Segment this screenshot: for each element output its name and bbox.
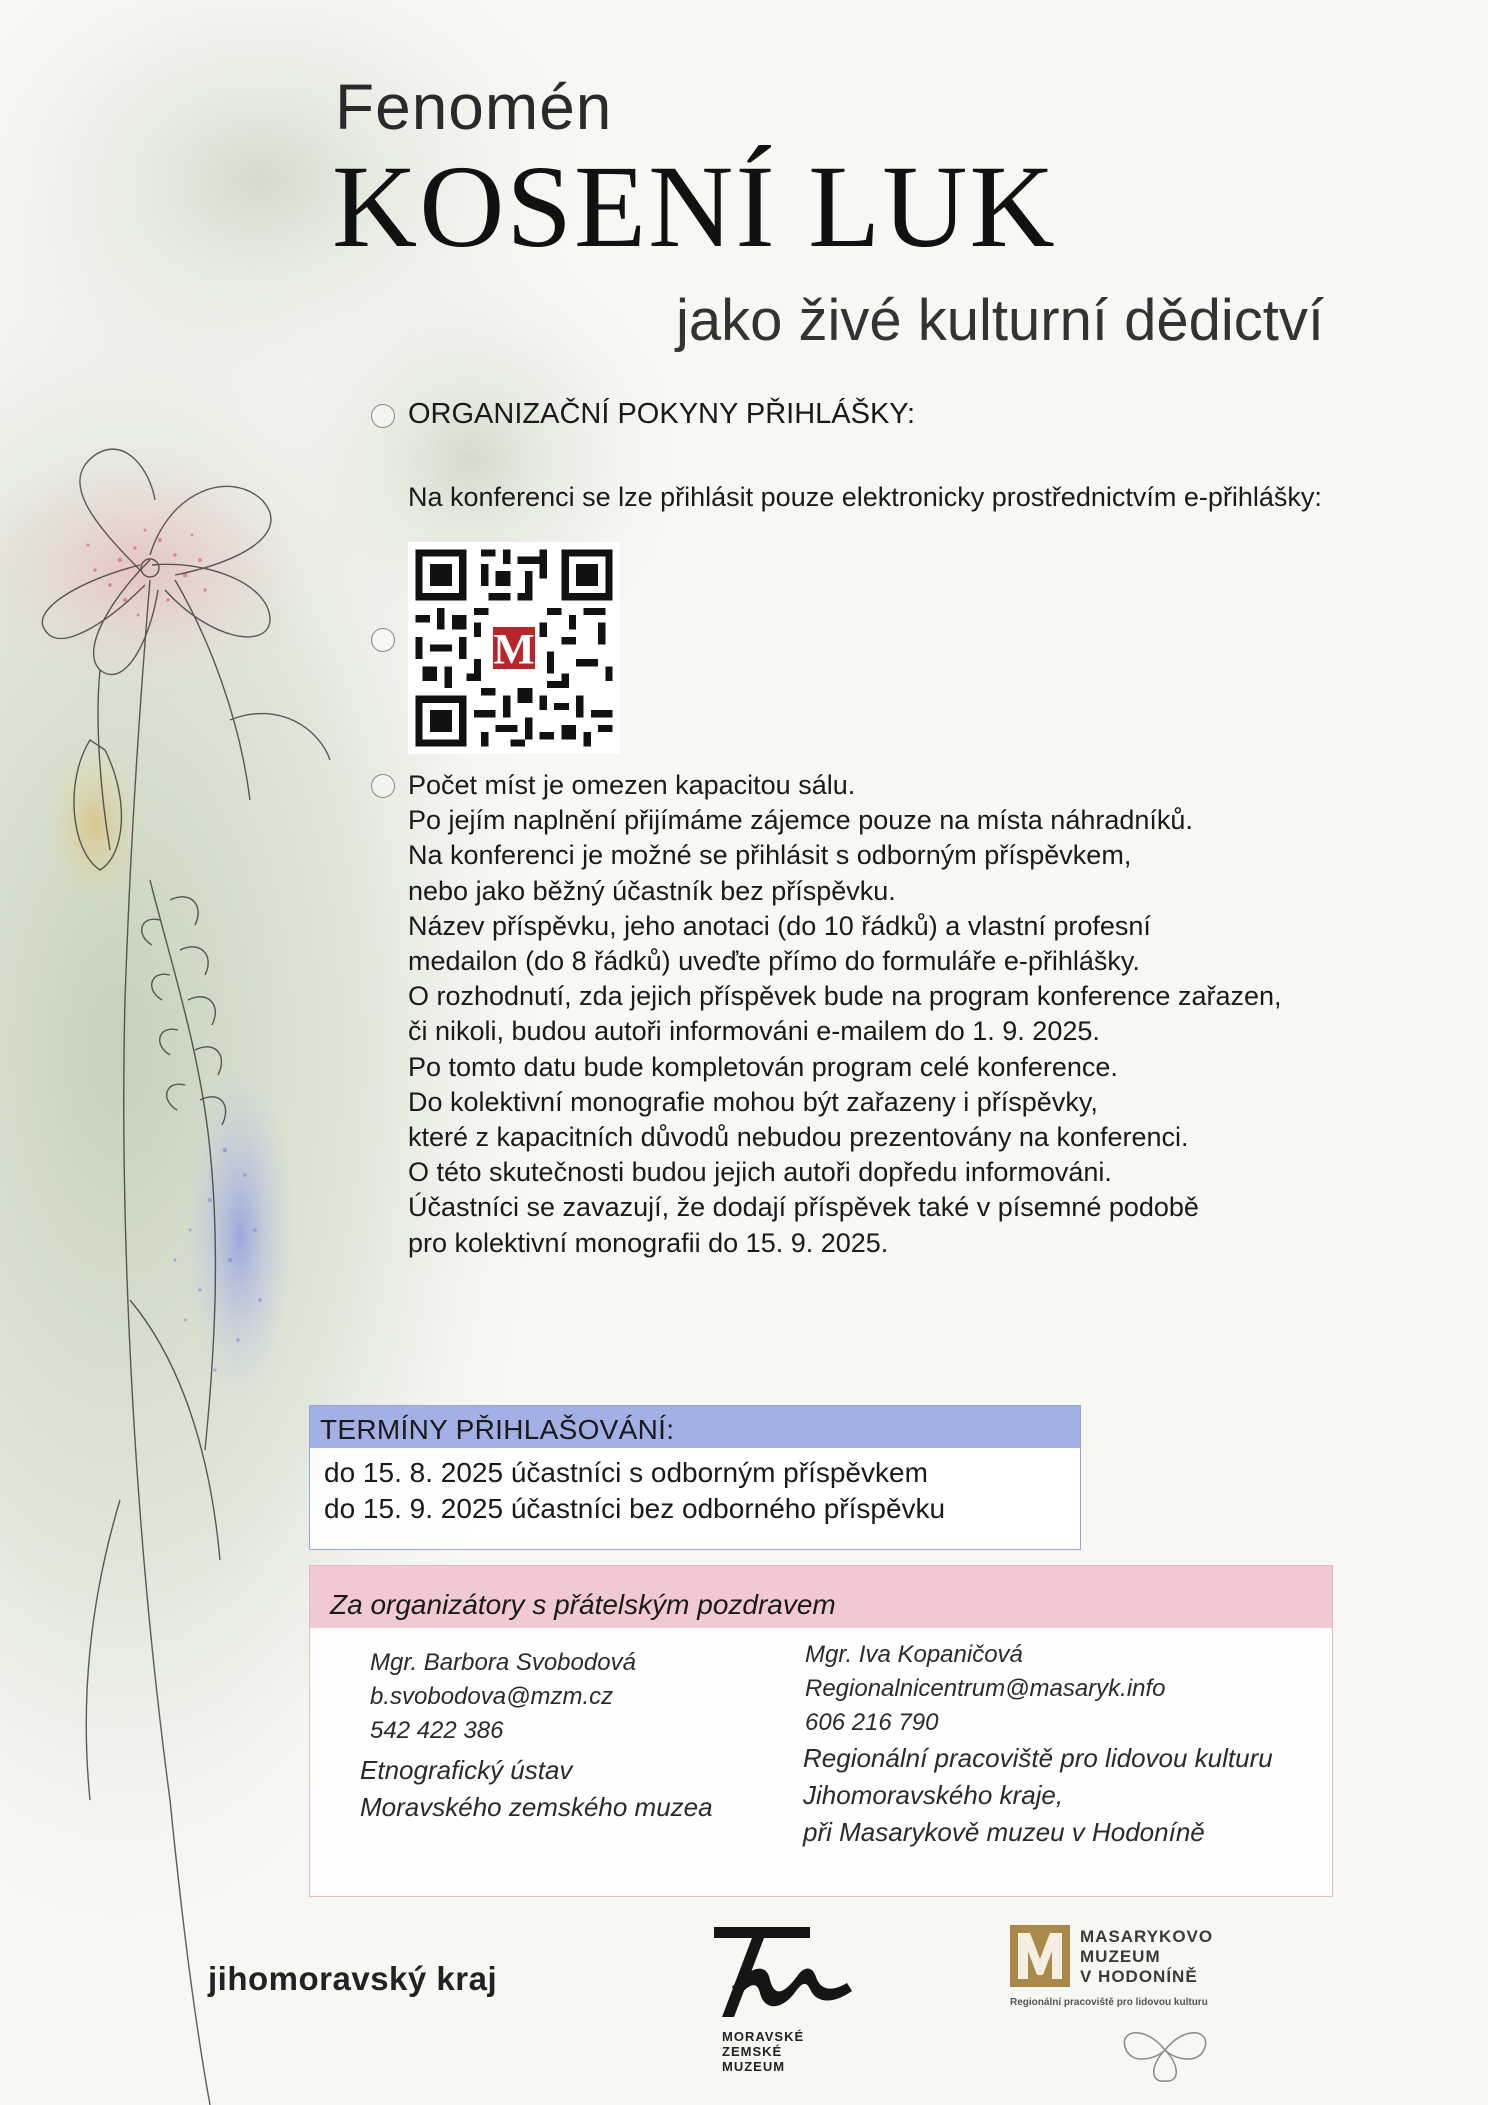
title-main: KOSENÍ LUK: [332, 141, 1057, 272]
organizer-org: při Masarykově muzeu v Hodoníně: [803, 1817, 1205, 1847]
organizer-name: Mgr. Iva Kopaničová: [805, 1641, 1023, 1668]
deadline-line: do 15. 8. 2025 účastníci s odborným příspěvkem: [324, 1457, 928, 1488]
organizer-left: [370, 1646, 636, 1748]
organizer-right-org: [803, 1740, 1273, 1851]
organizer-org: Jihomoravského kraje,: [803, 1780, 1064, 1810]
mzm-text: MUZEUM: [722, 2059, 786, 2074]
paragraph-line: Počet míst je omezen kapacitou sálu.: [408, 770, 856, 800]
organizer-left-org: [360, 1752, 713, 1826]
title-line-1: Fenomén: [335, 71, 613, 143]
mzm-text: MORAVSKÉ: [722, 2029, 805, 2044]
logo-jihomoravsky-kraj: jihomoravský kraj: [208, 1960, 498, 1997]
mmh-text: V HODONÍNĚ: [1080, 1967, 1198, 1986]
mmh-mark-icon: [1010, 1925, 1070, 1987]
logo-masarykovo-muzeum: [1010, 1925, 1250, 2100]
intro-text: Na konferenci se lze přihlásit pouze elektronicky prostřednictvím e-přihlášky:: [408, 482, 1322, 512]
organizer-email[interactable]: b.svobodova@mzm.cz: [370, 1683, 614, 1710]
paragraph-line: O této skutečnosti budou jejich autoři dopředu informováni.: [408, 1157, 1112, 1188]
paragraph-line: Účastníci se zavazují, že dodají příspěvek také v písemné podobě: [408, 1192, 1199, 1223]
qr-logo-letter: M: [493, 625, 535, 674]
paragraph-line: které z kapacitních důvodů nebudou prezentovány na konferenci.: [408, 1122, 1189, 1153]
qr-code-pattern: [408, 542, 620, 754]
paragraph-line: nebo jako běžný účastník bez příspěvku.: [408, 875, 896, 906]
bullet-circle: [371, 404, 395, 428]
instructions-paragraph: [408, 768, 1282, 1261]
logo-moravske-zemske-muzeum: [712, 1925, 862, 2095]
bullet-circle: [371, 628, 395, 652]
paragraph-line: Název příspěvku, jeho anotaci (do 10 řádků) a vlastní profesní: [408, 910, 1151, 941]
paragraph-line: O rozhodnutí, zda jejich příspěvek bude na program konference zařazen,: [408, 981, 1282, 1012]
paragraph-line: Po jejím naplnění přijímáme zájemce pouze na místa náhradníků.: [408, 805, 1193, 836]
paragraph-line: pro kolektivní monografii do 15. 9. 2025.: [408, 1227, 889, 1258]
mzm-mark-icon: [712, 1925, 862, 2020]
paragraph-line: či nikoli, budou autoři informováni e-mailem do 1. 9. 2025.: [408, 1016, 1100, 1047]
mmh-subtitle: Regionální pracoviště pro lidovou kulturu: [1010, 1997, 1208, 2008]
organizer-phone: 606 216 790: [805, 1709, 939, 1736]
organizer-email[interactable]: Regionalnicentrum@masaryk.info: [805, 1675, 1166, 1702]
deadline-line: do 15. 9. 2025 účastníci bez odborného příspěvku: [324, 1493, 946, 1524]
paragraph-line: Po tomto datu bude kompletován program celé konference.: [408, 1051, 1118, 1082]
qr-code[interactable]: [408, 542, 620, 754]
organizer-name: Mgr. Barbora Svobodová: [370, 1649, 636, 1676]
mzm-text: ZEMSKÉ: [722, 2044, 783, 2059]
title-subtitle: jako živé kulturní dědictví: [676, 288, 1324, 353]
section-heading: ORGANIZAČNÍ POKYNY PŘIHLÁŠKY:: [408, 398, 916, 430]
paragraph-line: Do kolektivní monografie mohou být zařazeny i příspěvky,: [408, 1086, 1098, 1117]
organizers-box: [309, 1565, 1333, 1897]
bullet-circle: [371, 774, 395, 798]
knot-ornament-icon: [1115, 2015, 1215, 2085]
paragraph-line: medailon (do 8 řádků) uveďte přímo do formuláře e-přihlášky.: [408, 946, 1140, 977]
deadlines-box: [309, 1405, 1081, 1550]
deadlines-heading: TERMÍNY PŘIHLAŠOVÁNÍ:: [310, 1406, 1080, 1448]
organizer-org: Regionální pracoviště pro lidovou kulturu: [803, 1743, 1273, 1773]
mmh-text: MUZEUM: [1080, 1947, 1161, 1966]
organizer-phone: 542 422 386: [370, 1717, 504, 1744]
paragraph-line: Na konferenci je možné se přihlásit s odborným příspěvkem,: [408, 840, 1132, 871]
organizers-heading: Za organizátory s přátelským pozdravem: [310, 1566, 1332, 1628]
organizer-org: Moravského zemského muzea: [360, 1792, 713, 1822]
mmh-text: MASARYKOVO: [1080, 1927, 1214, 1946]
organizer-org: Etnografický ústav: [360, 1755, 573, 1785]
organizer-right: [805, 1638, 1166, 1740]
